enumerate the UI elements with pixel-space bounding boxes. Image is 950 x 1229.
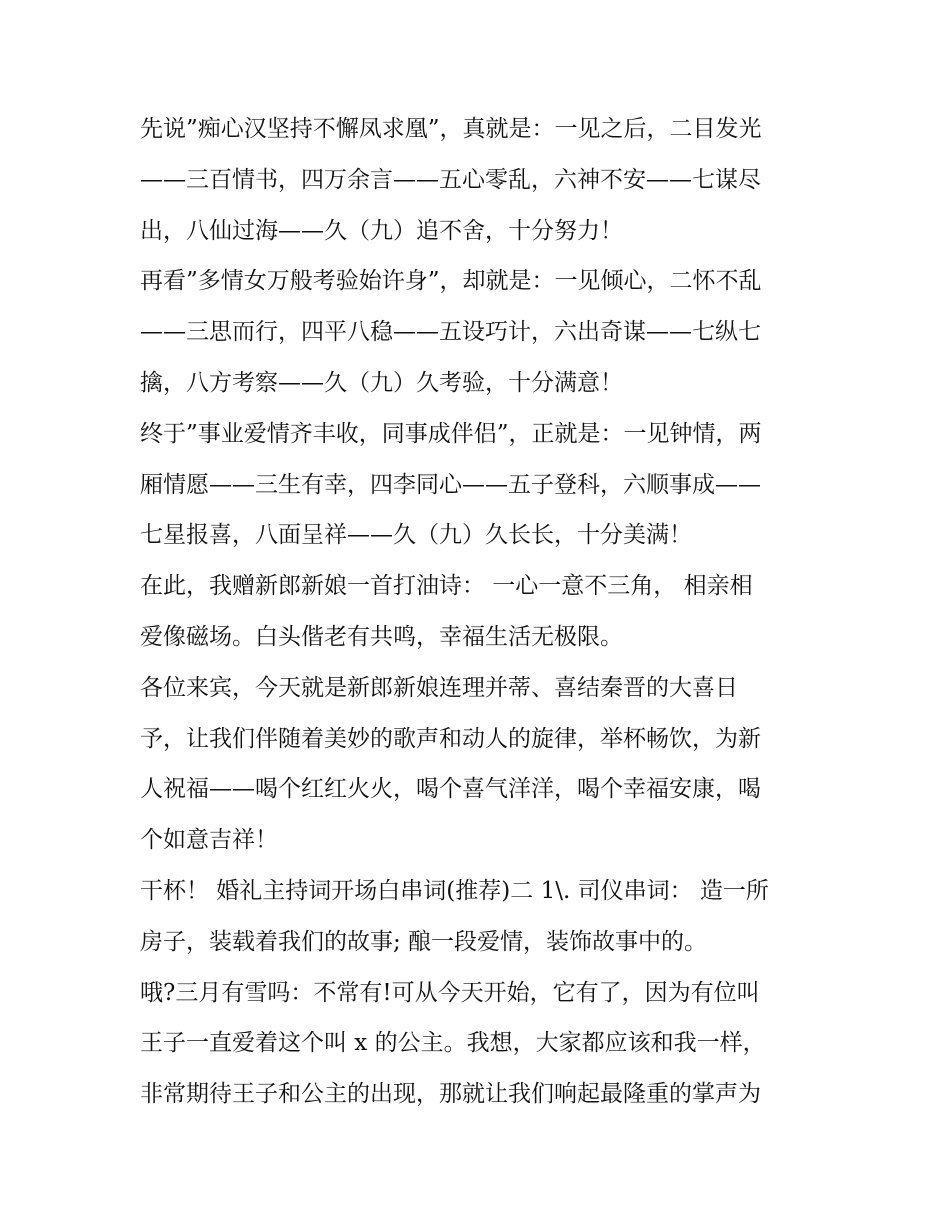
text-line: 个如意吉祥！ xyxy=(140,827,278,854)
text-line: 出，八仙过海——久（九）追不舍，十分努力！ xyxy=(140,217,623,244)
text-line: 非常期待王子和公主的出现，那就让我们响起最隆重的掌声为 xyxy=(140,1081,761,1108)
text-line: 房子，装载着我们的故事; 酿一段爱情，装饰故事中的。 xyxy=(140,928,708,955)
text-line: ——三思而行，四平八稳——五设巧计，六出奇谋——七纵七 xyxy=(140,319,761,346)
text-line: 在此，我赠新郎新娘一首打油诗： 一心一意不三角， 相亲相 xyxy=(140,573,753,600)
text-line: ——三百情书，四万余言——五心零乱，六神不安——七谋尽 xyxy=(140,166,761,193)
text-line: 干杯！ 婚礼主持词开场白串词(推荐)二 1\. 司仪串词： 造一所 xyxy=(140,877,769,904)
text-line: 各位来宾，今天就是新郎新娘连理并蒂、喜结秦晋的大喜日 xyxy=(140,674,738,701)
text-line: 厢情愿——三生有幸，四李同心——五子登科，六顺事成—— xyxy=(140,471,761,498)
text-line: 爱像磁场。白头偕老有共鸣，幸福生活无极限。 xyxy=(140,623,623,650)
text-line: 终于”事业爱情齐丰收，同事成伴侣”，正就是：一见钟情，两 xyxy=(140,420,762,447)
document-body xyxy=(140,104,820,1120)
text-line: 哦?三月有雪吗：不常有!可从今天开始，它有了，因为有位叫 xyxy=(140,979,760,1006)
text-line: 先说”痴心汉坚持不懈凤求凰”，真就是：一见之后，二目发光 xyxy=(140,116,762,142)
text-line: 擒，八方考察——久（九）久考验，十分满意！ xyxy=(140,369,623,396)
text-line: 王子一直爱着这个叫 x 的公主。我想，大家都应该和我一样， xyxy=(140,1030,766,1057)
text-line: 人祝福——喝个红红火火，喝个喜气洋洋，喝个幸福安康，喝 xyxy=(140,776,761,803)
text-line: 七星报喜，八面呈祥——久（九）久长长，十分美满！ xyxy=(140,522,692,549)
text-line: 予，让我们伴随着美妙的歌声和动人的旋律，举杯畅饮，为新 xyxy=(140,725,761,752)
text-line: 再看”多情女万般考验始许身”，却就是：一见倾心，二怀不乱 xyxy=(140,268,762,295)
